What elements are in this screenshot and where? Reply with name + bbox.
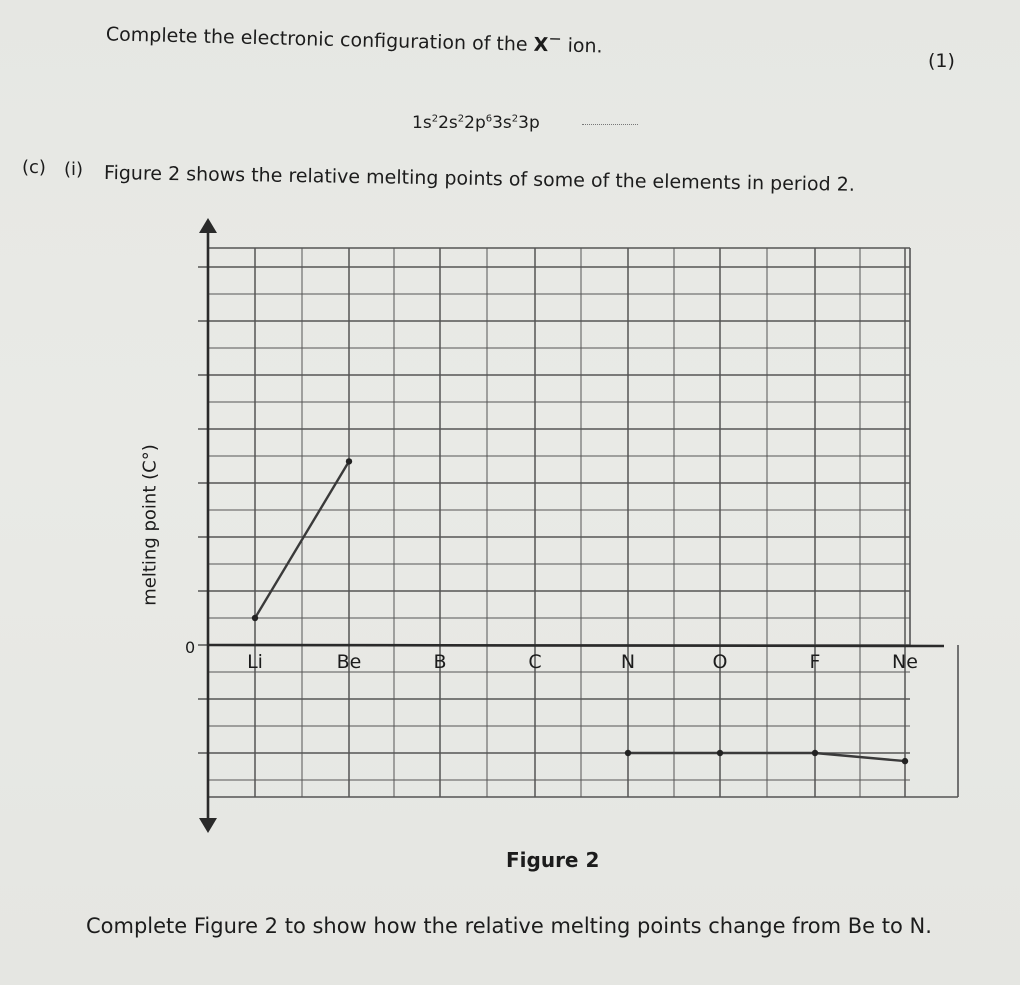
config-orbital: 3s <box>492 113 512 133</box>
config-electron-count: 2 <box>431 113 439 125</box>
config-electron-count: 2 <box>511 113 519 125</box>
data-point <box>812 750 818 756</box>
y-axis-label: melting point (C°) <box>139 444 161 606</box>
question-instruction: Complete the electronic configuration of the X− ion. <box>105 23 603 58</box>
data-point <box>625 750 631 756</box>
category-label: Ne <box>892 651 918 673</box>
category-label: O <box>712 651 728 673</box>
category-label: B <box>433 651 447 673</box>
chart-series <box>252 458 908 764</box>
x-axis-line <box>208 645 944 646</box>
data-point <box>902 758 908 764</box>
data-point <box>717 750 723 756</box>
config-orbital: 2p <box>464 113 486 133</box>
category-label: Be <box>336 651 362 673</box>
figure-caption: Figure 2 <box>506 848 600 872</box>
mark-allocation: (1) <box>928 50 955 72</box>
config-orbital: 2s <box>438 113 458 133</box>
config-orbital: 3p <box>518 113 540 133</box>
y-axis-arrow-down <box>199 818 217 833</box>
category-label: C <box>528 651 542 673</box>
data-point <box>252 615 258 621</box>
config-electron-count: 6 <box>485 113 493 125</box>
data-point <box>346 458 352 464</box>
zero-tick-label: 0 <box>185 638 196 657</box>
config-electron-count: 2 <box>457 113 465 125</box>
category-label: N <box>620 651 636 673</box>
category-label: Li <box>247 651 263 673</box>
task-instruction: Complete Figure 2 to show how the relative melting points change from Be to N. <box>86 914 932 938</box>
sub-part-label: (i) <box>64 159 84 180</box>
y-axis-arrow-up <box>199 218 217 233</box>
category-label: F <box>809 651 821 673</box>
figure-intro: Figure 2 shows the relative melting points of some of the elements in period 2. <box>103 162 856 196</box>
part-label: (c) <box>22 157 46 178</box>
config-orbital: 1s <box>412 113 432 133</box>
